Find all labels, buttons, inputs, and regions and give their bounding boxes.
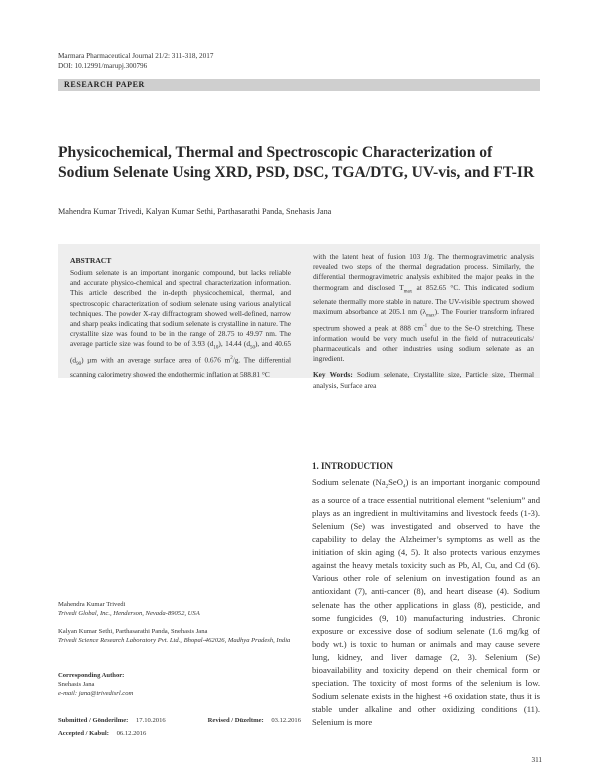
intro-body <box>312 476 540 730</box>
abstract-right-column <box>313 252 534 391</box>
section-band <box>58 79 540 91</box>
corresponding-name: Snehasis Jana <box>58 680 95 688</box>
submitted-label: Submitted / Gönderilme: <box>58 717 129 724</box>
title-line-1: Physicochemical, Thermal and Spectroscopic Characterization of <box>58 144 493 161</box>
doi: DOI: 10.12991/marupj.300796 <box>58 61 148 70</box>
intro-paragraph: Sodium selenate $(Na_2SeO_4)$ is an important inorganic compound as a source of a trace essential nutritional element “selenium” and plays as an ingredient in multivitamins and livestock feeds (1-3). Selenium (Se) was investigated and observed to have the capability to delay the Alzheimer’s symptoms as well as the initiation of skin aging (4, 5). It also protects various enzymes against the heavy metals toxicity such as Pb, Al, Cu, and Cd (6). Various other role of selenium on investigation found as an antioxidant (7), anti-cancer (8), and heart disease (4). Sodium selenate has the other applications in glass (8), pesticide, and some fungicides (9, 10) manufacturing industries. Chronic exposure or excessive dose of sodium selenate (1.6 mg/kg of body wt.) is toxic to human or animals and may cause severe lung, kidney, and liver damage (2, 3). Selenium (Se) bioavailability and toxicity depend on their chemical form or speciation. The toxicity of most forms of the selenium is low. Sodium selenate exists in the highest +6 oxidation state, thus it is stable under alkaline and other oxidizing conditions (11). Selenium is more <box>312 477 540 728</box>
corresponding-email[interactable]: e-mail: jana@trivedisrl.com <box>58 689 134 697</box>
corresponding-label: Corresponding Author: <box>58 672 125 679</box>
journal-citation: Marmara Pharmaceutical Journal 21/2: 311-318, 2017 <box>58 52 214 60</box>
section-label: RESEARCH PAPER <box>64 80 145 89</box>
author-list: Mahendra Kumar Trivedi, Kalyan Kumar Sethi, Parthasarathi Panda, Snehasis Jana <box>58 207 332 216</box>
keywords-label: Key Words: <box>313 370 353 380</box>
revised-date: 03.12.2016 <box>271 717 302 724</box>
submitted-date: 17.10.2016 <box>136 717 166 724</box>
keywords: Key Words: Sodium selenate, Crystallite size, Particle size, Thermal analysis, Surface area <box>313 370 535 390</box>
submission-dates <box>58 714 301 740</box>
affiliation-1-name: Mahendra Kumar Trivedi <box>58 601 126 608</box>
affiliation-2 <box>58 628 298 646</box>
corresponding-author <box>58 672 298 698</box>
abstract-left-column <box>70 268 291 380</box>
affiliation-1 <box>58 601 298 619</box>
intro-heading: 1. INTRODUCTION <box>312 461 394 471</box>
revised-label: Revised / Düzeltme: <box>207 717 264 724</box>
affiliation-1-org: Trivedi Global, Inc., Henderson, Nevada-89052, USA <box>58 609 200 617</box>
abstract-text-left: Sodium selenate is an important inorganic compound, but lacks reliable and accurate physico-chemical and spectral characterization information. This article described the in-depth physicochemical, thermal, and spectroscopic characterization of sodium selenate using various analytical techniques. The powder X-ray diffractogram showed well-defined, narrow and sharp peaks indicating that sodium selenate is crystalline in nature. The crystallite size was found to be in the range of 28.75 to 49.97 nm. The average particle size was found to be of 3.93 $(d_{10})$, 14.44 $(d_{50})$, and 40.65 $(d_{90})$ µm with an average surface area of 0.676 $m^2/g$. The differential scanning calorimetry showed the endothermic inflation at 588.81 °C <box>70 268 291 380</box>
abstract-heading: ABSTRACT <box>70 256 112 265</box>
accepted-label: Accepted / Kabul: <box>58 730 109 737</box>
abstract-text-right: with the latent heat of fusion 103 J/g. The thermogravimetric analysis revealed two steps of the thermal degradation process. Similarly, the differential thermogravimetric analysis exhibited the major peaks in the thermogram and disclosed $T_{max}$ at 852.65 °C. This indicated sodium selenate thermally more stable in nature. The UV-visible spectrum showed maximum absorbance at 205.1 nm $(\lambda_{max})$. The Fourier transform infrared spectrum showed a peak at 888 $cm^{-1}$ due to the Se-O stretching. These information would be very much useful in the field of nutraceuticals/ pharmaceuticals and other industries using sodium selenate as an ingredient. <box>313 252 534 364</box>
page-number: 311 <box>531 756 542 764</box>
accepted-date: 06.12.2016 <box>116 730 147 737</box>
title-line-2: Sodium Selenate Using XRD, PSD, DSC, TGA/DTG, UV-vis, and FT-IR <box>58 164 535 181</box>
journal-header <box>58 52 213 71</box>
paper-title <box>58 143 540 183</box>
affiliation-2-names: Kalyan Kumar Sethi, Parthasarathi Panda, Snehasis Jana <box>58 628 208 635</box>
affiliation-2-org: Trivedi Science Research Laboratory Pvt. Ltd., Bhopal-462026, Madhya Pradesh, India <box>58 636 291 644</box>
